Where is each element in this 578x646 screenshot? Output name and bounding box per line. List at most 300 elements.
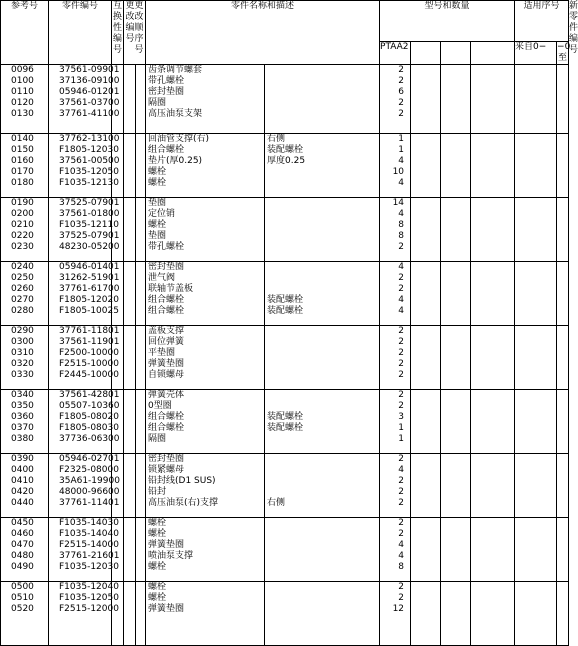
part-no: 37525-07901 (59, 231, 120, 241)
part-remark (265, 518, 379, 529)
cell-empty (441, 390, 471, 454)
part-remark (265, 242, 379, 253)
row-group (1, 262, 569, 326)
cell-part-remark (265, 65, 380, 134)
part-name: 螺栓 (148, 167, 167, 177)
cell-empty (471, 518, 515, 582)
ref-no: 0200 (11, 209, 34, 219)
part-remark (265, 87, 379, 98)
part-no: F2500-10000 (59, 348, 119, 358)
header-change-seq-char: 改 (134, 12, 144, 22)
cell-empty (124, 134, 136, 198)
qty: 2 (398, 337, 405, 347)
part-name: 弹簧垫圈 (148, 540, 185, 550)
qty: 2 (398, 284, 405, 294)
part-remark: 装配螺栓 (267, 412, 304, 422)
header-model-col-3 (441, 42, 471, 65)
cell-empty (471, 262, 515, 326)
cell-empty (124, 582, 136, 646)
cell-part-no (49, 134, 120, 198)
part-no: F2515-10000 (59, 359, 119, 369)
cell-empty (515, 65, 557, 134)
qty: 3 (398, 412, 405, 422)
ref-no: 0230 (11, 242, 34, 252)
cell-empty (471, 65, 515, 134)
cell-empty (515, 454, 557, 518)
qty: 4 (398, 465, 405, 475)
row-group (1, 582, 569, 646)
cell-empty (124, 198, 136, 262)
cell-part-name (146, 582, 265, 646)
part-remark (265, 337, 379, 348)
ref-no: 0390 (11, 454, 34, 464)
qty: 1 (398, 134, 405, 144)
ref-no: 0380 (11, 434, 34, 444)
qty: 2 (398, 76, 405, 86)
part-remark: 装配螺栓 (267, 306, 304, 316)
part-no: F2515-14000 (59, 540, 119, 550)
ref-no: 0310 (11, 348, 34, 358)
cell-part-name (146, 518, 265, 582)
header-ref-no: 参考号 (1, 1, 49, 65)
cell-empty (515, 518, 557, 582)
ref-no: 0470 (11, 540, 34, 550)
cell-part-name (146, 390, 265, 454)
part-no: F1035-12030 (59, 562, 119, 572)
part-name: 回油管支撑(右) (148, 134, 210, 144)
part-remark (265, 370, 379, 381)
ref-no: 0510 (11, 593, 34, 603)
part-no: 35A61-19900 (59, 476, 120, 486)
cell-empty (136, 134, 146, 198)
table-header: 参考号 零件编号 互 换 性 编 号 更 改 编 号 更 改 顺 序 号 零件名称和描述 型号和数量 适用序号 新 零 件 编 号 PTAA2 来自0− −0至 (1, 1, 569, 65)
part-no: F2515-12000 (59, 604, 119, 614)
ref-no: 0520 (11, 604, 34, 614)
qty: 4 (398, 295, 405, 305)
cell-part-name (146, 454, 265, 518)
cell-empty (557, 326, 569, 390)
qty: 4 (398, 178, 405, 188)
cell-part-remark (265, 134, 380, 198)
cell-empty (515, 134, 557, 198)
qty: 2 (398, 390, 405, 400)
cell-empty (411, 262, 441, 326)
qty: 2 (398, 454, 405, 464)
part-name: 弹簧垫圈 (148, 604, 185, 614)
part-no: 37736-06300 (59, 434, 120, 444)
part-remark (265, 76, 379, 87)
cell-empty (557, 390, 569, 454)
cell-empty (136, 454, 146, 518)
cell-part-no (49, 582, 119, 646)
part-name: 盖板支撑 (148, 326, 185, 336)
cell-part-no (49, 518, 120, 582)
part-name: 带孔螺栓 (148, 242, 185, 252)
header-change-no-label (125, 1, 134, 56)
part-name: 垫片(厚0.25) (148, 156, 203, 166)
part-remark (265, 178, 379, 189)
cell-empty (441, 454, 471, 518)
ref-no: 0320 (11, 359, 34, 369)
ref-no: 0340 (11, 390, 34, 400)
ref-no: 0270 (11, 295, 34, 305)
ref-no: 0180 (11, 178, 34, 188)
part-no: F1035-12040 (59, 582, 119, 592)
cell-ref-no (1, 134, 49, 198)
part-remark (265, 454, 379, 465)
ref-no: 0400 (11, 465, 34, 475)
part-name: 带孔螺栓 (148, 76, 185, 86)
row-group (1, 198, 569, 262)
cell-empty (557, 582, 569, 646)
cell-empty (557, 198, 569, 262)
cell-empty (471, 326, 515, 390)
part-name: 螺栓 (148, 518, 167, 528)
part-remark (265, 359, 379, 370)
part-no: 48230-05200 (59, 242, 120, 252)
cell-qty (380, 390, 411, 454)
cell-empty (515, 326, 557, 390)
cell-part-name (146, 198, 265, 262)
part-remark (265, 390, 379, 401)
cell-part-no (49, 262, 120, 326)
header-serial-to: −0至 (557, 42, 571, 63)
cell-part-no (49, 390, 120, 454)
part-no: F1805-12020 (59, 295, 119, 305)
part-remark (265, 326, 379, 337)
qty: 6 (398, 87, 405, 97)
part-no: 05946-01201 (59, 87, 120, 97)
header-change-seq-char: 顺 (134, 23, 144, 33)
cell-part-name (146, 134, 265, 198)
part-name: 定位销 (148, 209, 176, 219)
part-name: 密封垫圈 (148, 454, 185, 464)
part-name: 泄气阀 (148, 273, 176, 283)
header-interchange-char: 编 (112, 34, 122, 44)
part-name: 齿条调节螺套 (148, 65, 203, 75)
part-remark (265, 198, 379, 209)
part-no: F1035-14030 (59, 518, 119, 528)
qty: 2 (398, 529, 405, 539)
cell-empty (411, 134, 441, 198)
part-no: F1805-08020 (59, 412, 119, 422)
part-no: 37761-11401 (59, 498, 120, 508)
table-body (1, 65, 569, 646)
cell-qty (380, 198, 411, 262)
qty: 2 (398, 593, 405, 603)
cell-empty (441, 262, 471, 326)
part-remark (265, 540, 379, 551)
cell-empty (515, 582, 557, 646)
cell-qty (380, 518, 411, 582)
cell-ref-no (1, 326, 49, 390)
qty: 8 (398, 231, 405, 241)
qty: 12 (392, 604, 405, 614)
cell-empty (124, 390, 136, 454)
qty: 14 (392, 198, 405, 208)
ref-no: 0210 (11, 220, 34, 230)
cell-empty (557, 518, 569, 582)
ref-no: 0350 (11, 401, 34, 411)
header-interchange-char: 号 (112, 45, 122, 55)
ref-no: 0170 (11, 167, 34, 177)
cell-empty (515, 390, 557, 454)
cell-empty (136, 65, 146, 134)
qty: 4 (398, 262, 405, 272)
ref-no: 0500 (11, 582, 34, 592)
ref-no: 0190 (11, 198, 34, 208)
qty: 4 (398, 209, 405, 219)
part-remark (265, 593, 379, 604)
header-change-char: 更 (125, 1, 135, 11)
cell-empty (515, 262, 557, 326)
qty: 2 (398, 498, 405, 508)
part-no: 37561-03700 (59, 98, 120, 108)
part-name: 喷油泵支撑 (148, 551, 194, 561)
qty: 2 (398, 582, 405, 592)
part-remark (265, 582, 379, 593)
cell-qty (380, 65, 411, 134)
qty: 2 (398, 273, 405, 283)
cell-empty (471, 582, 515, 646)
part-name: 铅封 (148, 487, 167, 497)
row-group (1, 390, 569, 454)
cell-ref-no (1, 198, 49, 262)
part-remark (265, 401, 379, 412)
cell-empty (136, 582, 146, 646)
part-name: 0型圈 (148, 401, 172, 411)
part-name: 螺栓 (148, 529, 167, 539)
ref-no: 0330 (11, 370, 34, 380)
qty: 2 (398, 401, 405, 411)
part-no: F2445-10000 (59, 370, 119, 380)
part-no: 37136-09100 (59, 76, 120, 86)
cell-ref-no (1, 65, 49, 134)
part-name: 弹簧垫圈 (148, 359, 185, 369)
part-remark (265, 434, 379, 445)
qty: 4 (398, 540, 405, 550)
ref-no: 0370 (11, 423, 34, 433)
cell-empty (411, 65, 441, 134)
ref-no: 0240 (11, 262, 34, 272)
cell-empty (557, 134, 569, 198)
part-name: 螺栓 (148, 178, 167, 188)
qty: 8 (398, 562, 405, 572)
header-change-seq-char: 号 (134, 45, 144, 55)
part-name: 回位弹簧 (148, 337, 185, 347)
part-name: 螺栓 (148, 220, 167, 230)
cell-empty (515, 198, 557, 262)
ref-no: 0290 (11, 326, 34, 336)
cell-part-name (146, 326, 265, 390)
part-name: 联轴节盖板 (148, 284, 194, 294)
header-model-col-4 (471, 42, 515, 65)
cell-part-name (146, 65, 265, 134)
qty: 2 (398, 487, 405, 497)
ref-no: 0250 (11, 273, 34, 283)
header-name-desc: 零件名称和描述 (146, 1, 380, 65)
part-name: 螺栓 (148, 593, 167, 603)
header-interchange-char: 性 (112, 23, 122, 33)
header-part-no: 零件编号 (49, 1, 112, 65)
cell-qty (380, 582, 411, 646)
part-no: F1035-12050 (59, 167, 119, 177)
cell-empty (441, 582, 471, 646)
part-remark (265, 284, 379, 295)
cell-part-remark (265, 518, 380, 582)
part-name: 螺栓 (148, 582, 167, 592)
part-no: 37561-00500 (59, 156, 120, 166)
part-name: 高压油泵(右)支撑 (148, 498, 219, 508)
cell-ref-no (1, 390, 49, 454)
cell-empty (124, 326, 136, 390)
qty: 4 (398, 156, 405, 166)
cell-empty (441, 65, 471, 134)
part-name: 隔圈 (148, 98, 167, 108)
row-group (1, 134, 569, 198)
cell-empty (136, 518, 146, 582)
cell-qty (380, 326, 411, 390)
row-group (1, 518, 569, 582)
ref-no: 0100 (11, 76, 34, 86)
part-remark: 装配螺栓 (267, 423, 304, 433)
part-remark: 装配螺栓 (267, 145, 304, 155)
part-remark (265, 604, 379, 615)
cell-empty (411, 582, 441, 646)
part-name: 隔圈 (148, 434, 167, 444)
ref-no: 0300 (11, 337, 34, 347)
part-remark (265, 98, 379, 109)
header-change-seq-label (135, 1, 144, 56)
qty: 2 (398, 242, 405, 252)
part-remark (265, 209, 379, 220)
cell-empty (136, 198, 146, 262)
cell-part-remark (265, 326, 380, 390)
part-name: 螺栓 (148, 562, 167, 572)
header-model-qty: 型号和数量 (380, 1, 515, 42)
part-no: F2325-08000 (59, 465, 119, 475)
qty: 2 (398, 359, 405, 369)
cell-part-no (49, 326, 120, 390)
part-name: 组合螺栓 (148, 306, 185, 316)
cell-empty (136, 390, 146, 454)
ref-no: 0450 (11, 518, 34, 528)
ref-no: 0460 (11, 529, 34, 539)
cell-part-no (49, 454, 120, 518)
qty: 4 (398, 551, 405, 561)
header-change-no (124, 1, 146, 65)
cell-qty (380, 262, 411, 326)
cell-empty (411, 390, 441, 454)
cell-part-name (146, 262, 265, 326)
cell-qty (380, 454, 411, 518)
part-remark (265, 262, 379, 273)
part-no: 37561-42801 (59, 390, 120, 400)
part-name: 高压油泵支架 (148, 109, 203, 119)
qty: 2 (398, 476, 405, 486)
header-change-char: 号 (125, 34, 135, 44)
qty: 2 (398, 109, 405, 119)
cell-part-remark (265, 582, 380, 646)
cell-empty (471, 198, 515, 262)
part-remark (265, 220, 379, 231)
cell-empty (136, 262, 146, 326)
part-no: F1035-12130 (59, 178, 119, 188)
cell-part-no (49, 198, 120, 262)
ref-no: 0120 (11, 98, 34, 108)
qty: 1 (398, 434, 405, 444)
part-name: 组合螺栓 (148, 412, 185, 422)
part-no: 37561-11901 (59, 337, 120, 347)
qty: 4 (398, 306, 405, 316)
cell-empty (411, 454, 441, 518)
header-serial-from: 来自0− (515, 42, 557, 65)
part-no: 05507-10360 (59, 401, 120, 411)
ref-no: 0220 (11, 231, 34, 241)
header-change-seq-char: 更 (134, 1, 144, 11)
part-remark (265, 348, 379, 359)
part-no: F1805-08030 (59, 423, 119, 433)
part-remark (265, 167, 379, 178)
cell-empty (411, 326, 441, 390)
cell-empty (136, 326, 146, 390)
part-remark: 装配螺栓 (267, 295, 304, 305)
cell-part-remark (265, 454, 380, 518)
cell-ref-no (1, 454, 49, 518)
cell-empty (471, 390, 515, 454)
part-no: F1805-12030 (59, 145, 119, 155)
part-remark (265, 476, 379, 487)
ref-no: 0280 (11, 306, 34, 316)
cell-empty (471, 134, 515, 198)
qty: 10 (392, 167, 405, 177)
part-remark (265, 109, 379, 120)
ref-no: 0490 (11, 562, 34, 572)
part-no: F1805-10025 (59, 306, 119, 316)
row-group (1, 326, 569, 390)
part-no: 37561-01800 (59, 209, 120, 219)
header-interchange-char: 互 (112, 1, 122, 11)
cell-empty (441, 198, 471, 262)
part-name: 锁紧螺母 (148, 465, 185, 475)
part-remark: 厚度0.25 (267, 156, 306, 166)
part-name: 铅封线(D1 SUS) (148, 476, 216, 486)
ref-no: 0480 (11, 551, 34, 561)
cell-empty (441, 134, 471, 198)
cell-empty (124, 518, 136, 582)
part-name: 组合螺栓 (148, 145, 185, 155)
qty: 1 (398, 423, 405, 433)
part-no: 37761-41100 (59, 109, 120, 119)
qty: 8 (398, 220, 405, 230)
qty: 2 (398, 65, 405, 75)
header-change-char: 编 (125, 23, 135, 33)
part-no: 48000-96600 (59, 487, 120, 497)
ref-no: 0260 (11, 284, 34, 294)
cell-ref-no (1, 518, 49, 582)
ref-no: 0440 (11, 498, 34, 508)
cell-empty (557, 454, 569, 518)
cell-part-remark (265, 198, 380, 262)
part-remark: 右侧 (267, 134, 286, 144)
part-remark: 右侧 (267, 498, 286, 508)
part-remark (265, 231, 379, 242)
cell-empty (411, 198, 441, 262)
cell-ref-no (1, 262, 49, 326)
header-interchange-char: 换 (112, 12, 122, 22)
cell-part-no (49, 65, 120, 134)
qty: 2 (398, 348, 405, 358)
